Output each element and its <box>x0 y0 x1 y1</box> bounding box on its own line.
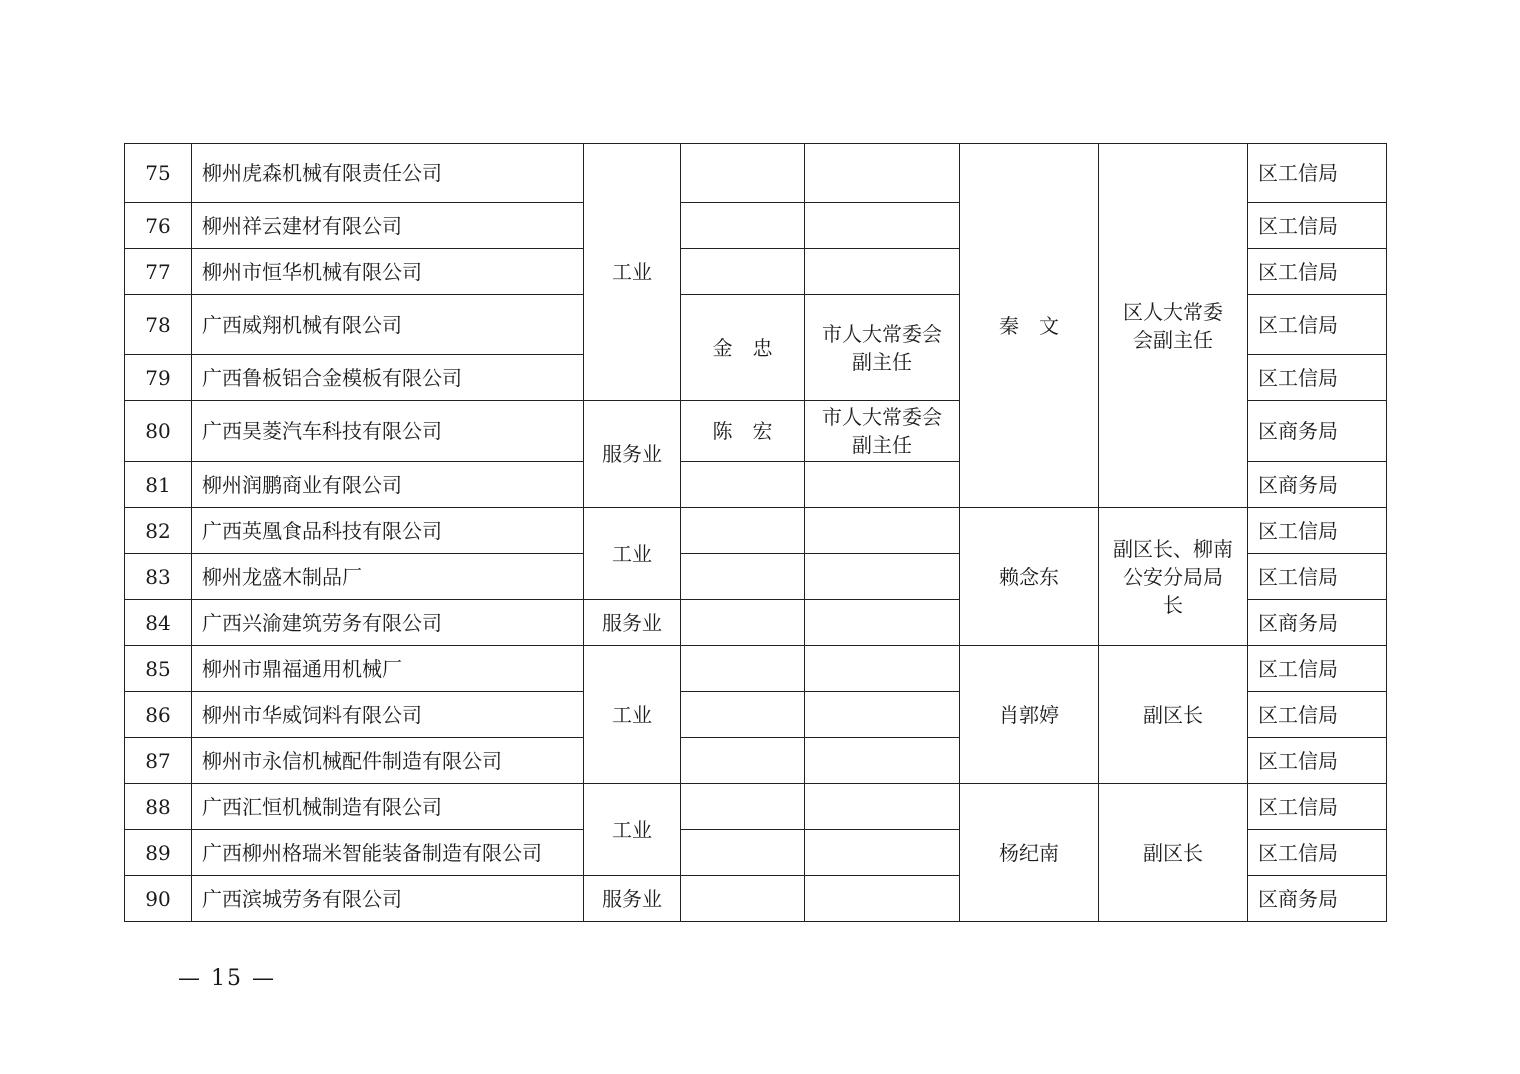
responsible-department: 区工信局 <box>1248 508 1387 554</box>
empty-cell <box>805 738 960 784</box>
district-leader-name-cell <box>960 646 1099 784</box>
enterprise-name: 柳州市恒华机械有限公司 <box>192 249 584 295</box>
district-leader-name: 肖郭婷 <box>999 702 1059 727</box>
row-number: 85 <box>125 646 192 692</box>
city-leader-name-cell <box>681 295 805 401</box>
row-number: 84 <box>125 600 192 646</box>
empty-cell <box>805 462 960 508</box>
empty-cell <box>681 462 805 508</box>
enterprise-name: 广西汇恒机械制造有限公司 <box>192 784 584 830</box>
city-leader-title-cell <box>805 401 960 462</box>
enterprise-name: 广西英凰食品科技有限公司 <box>192 508 584 554</box>
empty-cell <box>805 203 960 249</box>
enterprise-name: 广西柳州格瑞米智能装备制造有限公司 <box>192 830 584 876</box>
row-number: 76 <box>125 203 192 249</box>
responsible-department: 区工信局 <box>1248 784 1387 830</box>
empty-cell <box>681 784 805 830</box>
enterprise-contact-table <box>124 143 1387 922</box>
empty-cell <box>681 692 805 738</box>
industry-cell: 服务业 <box>584 876 681 922</box>
responsible-department: 区商务局 <box>1248 876 1387 922</box>
row-number: 80 <box>125 401 192 462</box>
responsible-department: 区商务局 <box>1248 462 1387 508</box>
enterprise-name: 柳州润鹏商业有限公司 <box>192 462 584 508</box>
district-leader-title-cell <box>1099 784 1248 922</box>
empty-cell <box>805 144 960 203</box>
empty-cell <box>805 646 960 692</box>
district-leader-title-cell <box>1099 508 1248 646</box>
enterprise-name: 柳州虎森机械有限责任公司 <box>192 144 584 203</box>
responsible-department: 区工信局 <box>1248 692 1387 738</box>
row-number: 77 <box>125 249 192 295</box>
industry-cell: 工业 <box>584 144 681 401</box>
table-row <box>125 646 1387 692</box>
row-number: 88 <box>125 784 192 830</box>
empty-cell <box>805 249 960 295</box>
enterprise-name: 广西昊菱汽车科技有限公司 <box>192 401 584 462</box>
empty-cell <box>805 554 960 600</box>
district-leader-name: 秦 文 <box>999 313 1059 338</box>
row-number: 86 <box>125 692 192 738</box>
empty-cell <box>681 554 805 600</box>
district-leader-title-line: 公安分局局 <box>1123 564 1223 589</box>
enterprise-name: 柳州市鼎福通用机械厂 <box>192 646 584 692</box>
responsible-department: 区商务局 <box>1248 600 1387 646</box>
empty-cell <box>805 830 960 876</box>
empty-cell <box>681 144 805 203</box>
industry-cell: 服务业 <box>584 600 681 646</box>
enterprise-name: 广西滨城劳务有限公司 <box>192 876 584 922</box>
empty-cell <box>805 784 960 830</box>
industry-cell: 工业 <box>584 508 681 600</box>
responsible-department: 区工信局 <box>1248 738 1387 784</box>
responsible-department: 区工信局 <box>1248 646 1387 692</box>
responsible-department: 区工信局 <box>1248 295 1387 355</box>
city-leader-title-line: 副主任 <box>852 433 912 457</box>
responsible-department: 区工信局 <box>1248 355 1387 401</box>
city-leader-title-line: 市人大常委会 <box>822 321 942 346</box>
enterprise-name: 广西威翔机械有限公司 <box>192 295 584 355</box>
table-row <box>125 784 1387 830</box>
district-leader-title: 副区长 <box>1143 840 1203 865</box>
empty-cell <box>681 830 805 876</box>
responsible-department: 区商务局 <box>1248 401 1387 462</box>
district-leader-name-cell <box>960 508 1099 646</box>
district-leader-title-cell <box>1099 144 1248 508</box>
enterprise-name: 柳州市华威饲料有限公司 <box>192 692 584 738</box>
responsible-department: 区工信局 <box>1248 144 1387 203</box>
district-leader-title-line: 区人大常委 <box>1123 299 1223 324</box>
enterprise-name: 柳州市永信机械配件制造有限公司 <box>192 738 584 784</box>
district-leader-title-line: 副区长、柳南 <box>1113 536 1233 561</box>
district-leader-name-cell <box>960 144 1099 508</box>
empty-cell <box>805 876 960 922</box>
row-number: 75 <box>125 144 192 203</box>
city-leader-name: 金 忠 <box>712 335 773 360</box>
district-leader-name: 赖念东 <box>999 564 1059 589</box>
district-leader-title-cell <box>1099 646 1248 784</box>
row-number: 78 <box>125 295 192 355</box>
row-number: 82 <box>125 508 192 554</box>
row-number: 81 <box>125 462 192 508</box>
empty-cell <box>681 876 805 922</box>
district-leader-title-line: 会副主任 <box>1133 327 1213 352</box>
table-row <box>125 508 1387 554</box>
responsible-department: 区工信局 <box>1248 554 1387 600</box>
responsible-department: 区工信局 <box>1248 249 1387 295</box>
responsible-department: 区工信局 <box>1248 830 1387 876</box>
empty-cell <box>805 692 960 738</box>
responsible-department: 区工信局 <box>1248 203 1387 249</box>
empty-cell <box>681 600 805 646</box>
industry-cell: 工业 <box>584 784 681 876</box>
empty-cell <box>681 508 805 554</box>
city-leader-title-line: 副主任 <box>852 349 912 374</box>
enterprise-name: 柳州祥云建材有限公司 <box>192 203 584 249</box>
industry-cell: 服务业 <box>584 401 681 508</box>
enterprise-name: 广西兴渝建筑劳务有限公司 <box>192 600 584 646</box>
district-leader-name: 杨纪南 <box>999 840 1059 865</box>
empty-cell <box>681 738 805 784</box>
row-number: 83 <box>125 554 192 600</box>
empty-cell <box>681 249 805 295</box>
row-number: 89 <box>125 830 192 876</box>
city-leader-title-cell <box>805 295 960 401</box>
empty-cell <box>805 600 960 646</box>
empty-cell <box>681 203 805 249</box>
row-number: 90 <box>125 876 192 922</box>
empty-cell <box>681 646 805 692</box>
district-leader-title-line: 长 <box>1163 592 1183 617</box>
row-number: 87 <box>125 738 192 784</box>
city-leader-title-line: 市人大常委会 <box>822 405 942 429</box>
district-leader-name-cell <box>960 784 1099 922</box>
empty-cell <box>805 508 960 554</box>
row-number: 79 <box>125 355 192 401</box>
city-leader-name-cell <box>681 401 805 462</box>
industry-cell: 工业 <box>584 646 681 784</box>
enterprise-name: 广西鲁板铝合金模板有限公司 <box>192 355 584 401</box>
enterprise-name: 柳州龙盛木制品厂 <box>192 554 584 600</box>
table-row <box>125 144 1387 203</box>
city-leader-name: 陈 宏 <box>712 419 773 443</box>
district-leader-title: 副区长 <box>1143 702 1203 727</box>
page-number: — 15 — <box>178 966 276 991</box>
